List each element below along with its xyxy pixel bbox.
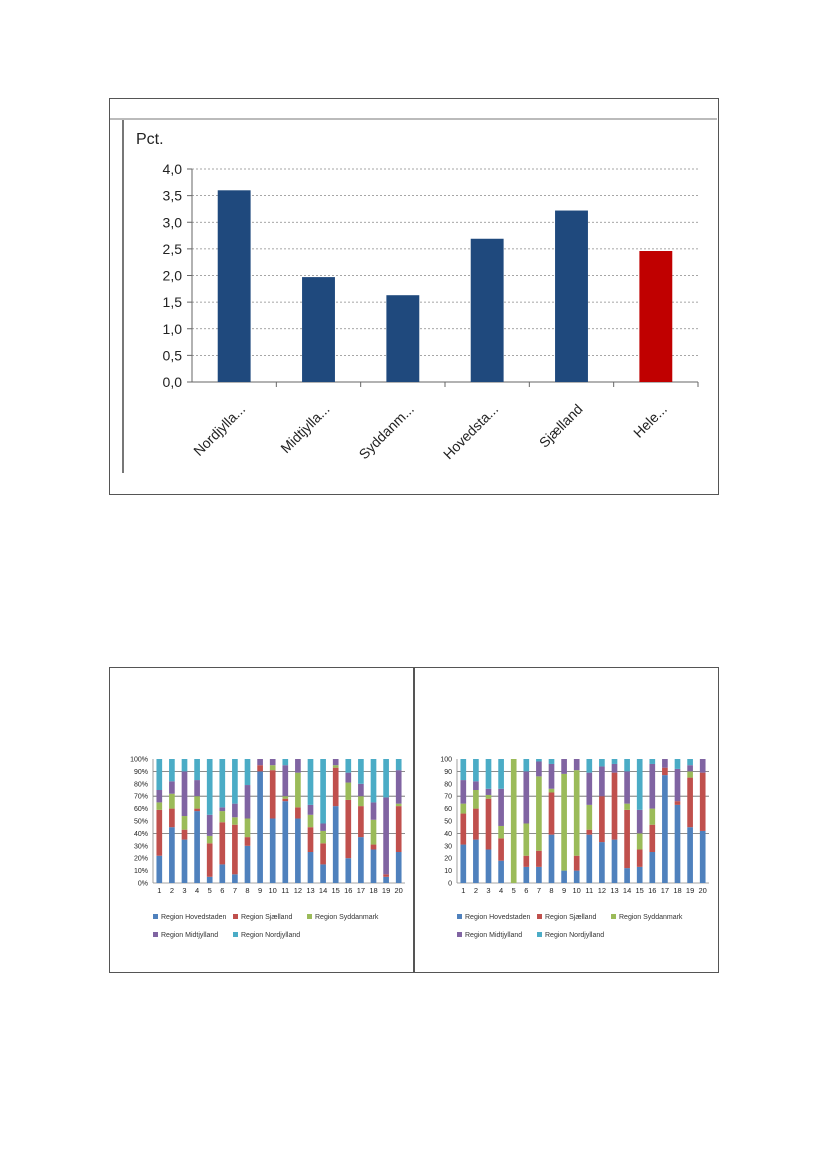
x-tick-label: Syddanm... <box>355 400 417 463</box>
stacked-segment <box>649 759 655 764</box>
stacked-segment <box>498 759 504 789</box>
stacked-segment <box>486 789 492 795</box>
y-tick-label: 30 <box>444 843 452 851</box>
x-tick-label: 4 <box>195 886 200 895</box>
stacked-segment <box>612 773 618 840</box>
stacked-segment <box>637 867 643 883</box>
stacked-segment <box>345 773 351 783</box>
y-tick-label: 2,0 <box>162 267 182 284</box>
x-tick-label: 5 <box>207 886 212 895</box>
stacked-segment <box>282 796 288 798</box>
stacked-segment <box>169 827 175 883</box>
stacked-segment <box>358 759 364 784</box>
y-tick-label: 60 <box>444 806 452 814</box>
stacked-segment <box>194 796 200 808</box>
stacked-segment <box>308 805 314 815</box>
stacked-segment <box>219 807 225 811</box>
stacked-segment <box>182 816 188 830</box>
stacked-segment <box>245 759 251 785</box>
stacked-segment <box>396 806 402 852</box>
legend-label: Region Nordjylland <box>241 932 301 939</box>
y-tick-label: 100% <box>130 756 148 764</box>
stacked-segment <box>371 850 377 883</box>
x-tick-label: Sjælland <box>535 400 586 451</box>
y-tick-label: 1,0 <box>162 320 182 337</box>
stacked-segment <box>358 837 364 883</box>
stacked-segment <box>612 764 618 773</box>
y-tick-label: 50% <box>133 818 148 826</box>
stacked-segment <box>574 856 580 871</box>
y-tick-label: 3,5 <box>162 187 182 204</box>
stacked-segment <box>574 871 580 883</box>
legend-swatch <box>233 932 238 937</box>
x-tick-label: 16 <box>344 886 353 895</box>
legend-label: Region Midtjylland <box>465 932 523 939</box>
stacked-segment <box>549 759 555 764</box>
stacked-segment <box>245 819 251 838</box>
stacked-segment <box>156 856 162 883</box>
stacked-segment <box>333 759 339 765</box>
stacked-segment <box>358 796 364 806</box>
stacked-segment <box>624 868 630 883</box>
x-tick-label: 10 <box>268 886 277 895</box>
stacked-segment <box>169 759 175 781</box>
x-tick-label: 20 <box>394 886 403 895</box>
stacked-segment <box>637 810 643 834</box>
stacked-segment <box>549 764 555 789</box>
stacked-segment <box>549 835 555 883</box>
legend-swatch <box>537 932 542 937</box>
stacked-segment <box>207 836 213 843</box>
stacked-segment <box>687 765 693 771</box>
x-tick-label: 15 <box>331 886 340 895</box>
stacked-segment <box>649 852 655 883</box>
stacked-segment <box>586 830 592 835</box>
stacked-segment <box>687 778 693 828</box>
stacked-segment <box>282 801 288 883</box>
stacked-segment <box>282 759 288 765</box>
x-tick-label: 14 <box>622 886 632 895</box>
stacked-segment <box>523 771 529 823</box>
x-tick-label: 14 <box>318 886 328 895</box>
stacked-segment <box>194 809 200 811</box>
stacked-segment <box>687 759 693 765</box>
stacked-segment <box>308 759 314 805</box>
stacked-segment <box>207 815 213 836</box>
y-tick-label: 2,5 <box>162 240 182 257</box>
y-tick-label: 40% <box>133 830 148 838</box>
stacked-segment <box>536 851 542 867</box>
stacked-segment <box>536 761 542 776</box>
y-tick-label: 10 <box>444 868 452 876</box>
stacked-segment <box>219 864 225 883</box>
stacked-segment <box>687 827 693 883</box>
x-tick-label: 7 <box>232 886 237 895</box>
stacked-segment <box>182 759 188 771</box>
x-tick-label: 6 <box>220 886 225 895</box>
stacked-segment <box>599 796 605 842</box>
stacked-segment <box>599 842 605 883</box>
y-tick-label: 0 <box>448 880 452 888</box>
legend-label: Region Nordjylland <box>545 932 605 939</box>
stacked-segment <box>282 765 288 796</box>
stacked-segment <box>207 877 213 883</box>
stacked-segment <box>245 785 251 818</box>
stacked-segment <box>511 759 517 883</box>
stacked-segment <box>612 840 618 883</box>
stacked-segment <box>232 874 238 883</box>
stacked-segment <box>637 759 643 810</box>
stacked-segment <box>320 843 326 864</box>
stacked-segment <box>219 811 225 822</box>
stacked-segment <box>270 770 276 818</box>
x-tick-label: 19 <box>381 886 391 895</box>
stacked-segment <box>561 774 567 871</box>
stacked-segment <box>194 780 200 796</box>
x-tick-label: 18 <box>673 886 682 895</box>
legend-label: Region Sjælland <box>241 914 293 921</box>
y-tick-label: 70% <box>133 793 148 801</box>
stacked-segment <box>169 781 175 793</box>
x-tick-label: 5 <box>511 886 516 895</box>
x-tick-label: 4 <box>499 886 504 895</box>
y-tick-label: 40 <box>444 830 452 838</box>
stacked-segment <box>460 759 466 780</box>
stacked-segment <box>536 867 542 883</box>
stacked-segment <box>675 801 681 805</box>
stacked-segment <box>486 759 492 789</box>
stacked-segment <box>295 807 301 818</box>
stacked-segment <box>345 783 351 800</box>
x-tick-label: 10 <box>572 886 581 895</box>
stacked-segment <box>156 802 162 809</box>
stacked-segment <box>498 838 504 860</box>
x-tick-label: Nordjylla... <box>190 400 249 459</box>
x-tick-label: 17 <box>660 886 670 895</box>
x-tick-label: 19 <box>685 886 695 895</box>
legend-swatch <box>307 914 312 919</box>
x-tick-label: 18 <box>369 886 378 895</box>
x-tick-label: 15 <box>635 886 644 895</box>
legend-swatch <box>153 932 158 937</box>
stacked-segment <box>295 819 301 883</box>
stacked-segment <box>333 765 339 767</box>
stacked-segment <box>549 789 555 793</box>
stacked-segment <box>624 810 630 868</box>
x-tick-label: 12 <box>597 886 607 895</box>
stacked-segment <box>295 773 301 808</box>
legend-label: Region Hovedstaden <box>161 914 227 921</box>
stacked-segment <box>662 759 668 768</box>
stacked-segment <box>561 871 567 883</box>
stacked-segment <box>219 759 225 807</box>
stacked-segment <box>232 817 238 824</box>
stacked-segment <box>624 804 630 810</box>
stacked-segment <box>675 759 681 769</box>
y-tick-label: 70 <box>444 793 452 801</box>
stacked-segment <box>308 852 314 883</box>
stacked-segment <box>460 814 466 845</box>
x-tick-label: 6 <box>524 886 529 895</box>
x-tick-label: 3 <box>486 886 491 895</box>
stacked-segment <box>182 830 188 840</box>
stacked-segment <box>396 852 402 883</box>
x-tick-label: 17 <box>356 886 366 895</box>
y-tick-label: 80 <box>444 781 452 789</box>
stacked-segment <box>675 805 681 883</box>
stacked-segment <box>169 809 175 828</box>
stacked-segment <box>320 831 326 843</box>
percent-stacked-chart <box>109 743 415 973</box>
stacked-segment <box>232 825 238 875</box>
y-tick-label: 1,5 <box>162 294 182 311</box>
stacked-segment <box>156 810 162 856</box>
x-tick-label: 3 <box>182 886 187 895</box>
stacked-segment <box>498 789 504 826</box>
y-tick-label: 10% <box>133 868 148 876</box>
stacked-segment <box>586 835 592 883</box>
stacked-segment <box>599 759 605 766</box>
y-tick-label: 50 <box>444 818 452 826</box>
bar <box>302 277 335 382</box>
y-axis-label: Pct. <box>136 131 164 148</box>
stacked-segment <box>156 790 162 802</box>
stacked-segment <box>371 802 377 819</box>
stacked-segment <box>345 800 351 858</box>
absolute-stacked-chart <box>413 743 719 973</box>
stacked-segment <box>486 795 492 799</box>
stacked-segment <box>536 776 542 850</box>
stacked-segment <box>345 759 351 773</box>
stacked-segment <box>624 759 630 771</box>
stacked-segment <box>586 805 592 830</box>
stacked-segment <box>675 769 681 801</box>
x-tick-label: 8 <box>245 886 250 895</box>
stacked-segment <box>662 775 668 883</box>
stacked-segment <box>473 840 479 883</box>
stacked-segment <box>371 820 377 845</box>
stacked-segment <box>219 822 225 864</box>
bar <box>471 239 504 382</box>
x-tick-label: 11 <box>281 886 290 895</box>
stacked-segment <box>345 858 351 883</box>
x-tick-label: 2 <box>169 886 174 895</box>
y-tick-label: 90 <box>444 768 452 776</box>
legend-swatch <box>537 914 542 919</box>
stacked-segment <box>232 804 238 818</box>
stacked-segment <box>182 771 188 816</box>
y-tick-label: 0,5 <box>162 347 182 364</box>
stacked-segment <box>169 794 175 809</box>
x-tick-label: 1 <box>157 886 162 895</box>
y-tick-label: 4,0 <box>162 161 182 177</box>
y-tick-label: 90% <box>133 768 148 776</box>
legend-swatch <box>457 914 462 919</box>
stacked-segment <box>383 874 389 876</box>
stacked-segment <box>358 806 364 837</box>
stacked-segment <box>320 759 326 823</box>
stacked-segment <box>383 797 389 874</box>
stacked-segment <box>536 759 542 761</box>
stacked-segment <box>498 826 504 838</box>
stacked-segment <box>396 759 402 770</box>
legend-label: Region Syddanmark <box>315 914 379 921</box>
stacked-segment <box>383 877 389 883</box>
stacked-segment <box>687 771 693 777</box>
x-tick-label: 16 <box>648 886 657 895</box>
stacked-segment <box>649 825 655 852</box>
stacked-segment <box>245 837 251 846</box>
stacked-segment <box>523 856 529 867</box>
stacked-segment <box>295 759 301 773</box>
stacked-segment <box>637 850 643 867</box>
stacked-segment <box>486 850 492 883</box>
stacked-segment <box>333 806 339 883</box>
stacked-segment <box>700 773 706 831</box>
legend-label: Region Syddanmark <box>619 914 683 921</box>
y-tick-label: 20 <box>444 855 452 863</box>
stacked-segment <box>549 792 555 834</box>
x-tick-label: 13 <box>306 886 315 895</box>
stacked-segment <box>523 823 529 855</box>
stacked-segment <box>194 759 200 780</box>
x-tick-label: Midtjylla... <box>277 400 333 457</box>
stacked-segment <box>257 759 263 765</box>
y-tick-label: 80% <box>133 781 148 789</box>
stacked-segment <box>523 867 529 883</box>
stacked-segment <box>371 759 377 802</box>
x-tick-label: 2 <box>473 886 478 895</box>
stacked-segment <box>523 759 529 771</box>
stacked-segment <box>182 840 188 883</box>
x-tick-label: 7 <box>536 886 541 895</box>
stacked-segment <box>257 771 263 883</box>
legend-swatch <box>611 914 616 919</box>
x-tick-label: 12 <box>293 886 303 895</box>
stacked-segment <box>282 799 288 801</box>
stacked-segment <box>308 827 314 852</box>
stacked-segment <box>700 759 706 773</box>
stacked-segment <box>599 766 605 796</box>
stacked-segment <box>574 770 580 856</box>
stacked-segment <box>637 833 643 849</box>
stacked-segment <box>358 784 364 796</box>
stacked-segment <box>473 781 479 790</box>
stacked-segment <box>624 771 630 803</box>
x-tick-label: 20 <box>698 886 707 895</box>
stacked-segment <box>207 843 213 876</box>
x-tick-label: 1 <box>461 886 466 895</box>
stacked-segment <box>320 864 326 883</box>
stacked-segment <box>207 759 213 815</box>
stacked-segment <box>498 861 504 883</box>
stacked-segment <box>561 759 567 774</box>
x-tick-label: 9 <box>258 886 263 895</box>
stacked-segment <box>308 815 314 827</box>
y-tick-label: 30% <box>133 843 148 851</box>
stacked-segment <box>333 768 339 806</box>
stacked-segment <box>257 765 263 771</box>
y-tick-label: 60% <box>133 806 148 814</box>
legend-swatch <box>457 932 462 937</box>
stacked-segment <box>486 799 492 850</box>
stacked-segment <box>396 770 402 803</box>
legend-label: Region Hovedstaden <box>465 914 531 921</box>
stacked-segment <box>270 759 276 765</box>
stacked-segment <box>156 759 162 790</box>
stacked-segment <box>396 804 402 806</box>
stacked-segment <box>612 759 618 764</box>
stacked-segment <box>586 759 592 773</box>
legend-swatch <box>153 914 158 919</box>
stacked-segment <box>574 759 580 770</box>
stacked-segment <box>270 819 276 883</box>
stacked-segment <box>460 780 466 804</box>
stacked-segment <box>649 764 655 809</box>
y-tick-label: 100 <box>440 756 452 764</box>
stacked-segment <box>460 845 466 883</box>
legend-label: Region Midtjylland <box>161 932 219 939</box>
stacked-segment <box>460 804 466 814</box>
stacked-segment <box>371 845 377 850</box>
stacked-segment <box>194 811 200 883</box>
stacked-segment <box>270 765 276 770</box>
legend-label: Region Sjælland <box>545 914 597 921</box>
x-tick-label: Hovedsta... <box>439 400 502 463</box>
stacked-segment <box>473 790 479 809</box>
x-tick-label: 8 <box>549 886 554 895</box>
y-tick-label: 0,0 <box>162 374 182 390</box>
stacked-segment <box>649 809 655 825</box>
x-tick-label: 13 <box>610 886 619 895</box>
stacked-segment <box>232 759 238 804</box>
y-tick-label: 0% <box>137 880 148 888</box>
bar <box>639 251 672 382</box>
x-tick-label: 11 <box>585 886 594 895</box>
stacked-segment <box>383 759 389 797</box>
bar <box>555 211 588 382</box>
stacked-segment <box>320 823 326 830</box>
stacked-segment <box>700 831 706 883</box>
stacked-segment <box>245 846 251 883</box>
y-tick-label: 3,0 <box>162 214 182 231</box>
stacked-segment <box>473 809 479 840</box>
bar <box>386 295 419 382</box>
x-tick-label: 9 <box>562 886 567 895</box>
regional-bar-chart <box>0 0 826 520</box>
stacked-segment <box>473 759 479 781</box>
bar <box>218 190 251 382</box>
y-tick-label: 20% <box>133 855 148 863</box>
stacked-segment <box>662 768 668 775</box>
legend-swatch <box>233 914 238 919</box>
stacked-segment <box>586 773 592 805</box>
x-tick-label: Hele... <box>630 400 670 441</box>
